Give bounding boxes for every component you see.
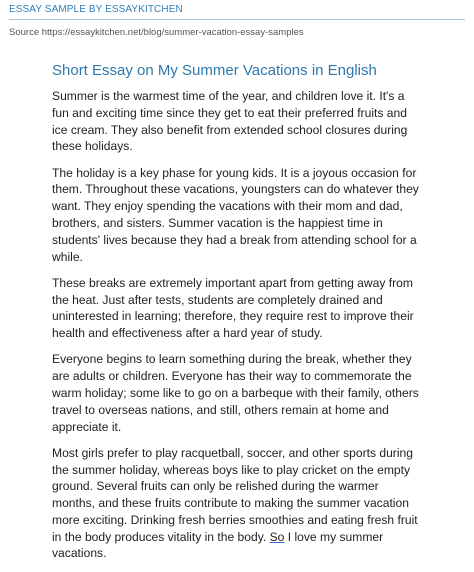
source-line: Source https://essaykitchen.net/blog/summer-vacation-essay-samples: [9, 27, 304, 38]
page-header: [9, 3, 465, 39]
last-paragraph: [52, 445, 424, 563]
brand-label: ESSAY SAMPLE BY ESSAYKITCHEN: [9, 4, 183, 15]
paragraph: The holiday is a key phase for young kids. It is a joyous occasion for them. Throughout these vacations, youngsters can do whatever they want. They enjoy spending the vacations with their mom and dad, brothers, and sisters. Summer vacation is the happiest time in students' lives because they had a break from attending school for a while.: [52, 165, 419, 264]
header-divider: [9, 19, 465, 20]
essay-title: Short Essay on My Summer Vacations in English: [52, 62, 377, 79]
paragraph: Everyone begins to learn something during the break, whether they are adults or children. Everyone has their way to commemorate the warm holiday; some like to go on a barbeque with their family, others travel to overseas nations, and still, others remain at home and appreciate it.: [52, 352, 419, 434]
paragraph: Summer is the warmest time of the year, and children love it. It's a fun and exciting time since they get to eat their preferred fruits and ice cream. They also benefit from extended school closures during these holidays.: [52, 89, 408, 154]
essay-body: [52, 88, 424, 572]
last-paragraph-ending: I love my summer vacations.: [52, 529, 384, 561]
paragraph: These breaks are extremely important apart from getting away from the heat. Just after tests, students are completely drained and uninterested in learning; therefore, they require rest to improve their health and effectiveness after a hard year of study.: [52, 275, 414, 341]
last-paragraph-text: Most girls prefer to play racquetball, soccer, and other sports during the summer holiday, whereas boys like to play cricket on the empty ground. Several fruits can only be relished during the warmer months, and these fruits contribute to making the summer vacation more exciting. Drinking fresh berries smoothies and eating fresh fruit in the body produces vitality in the body.: [52, 445, 418, 544]
underlined-word: So: [269, 529, 285, 544]
